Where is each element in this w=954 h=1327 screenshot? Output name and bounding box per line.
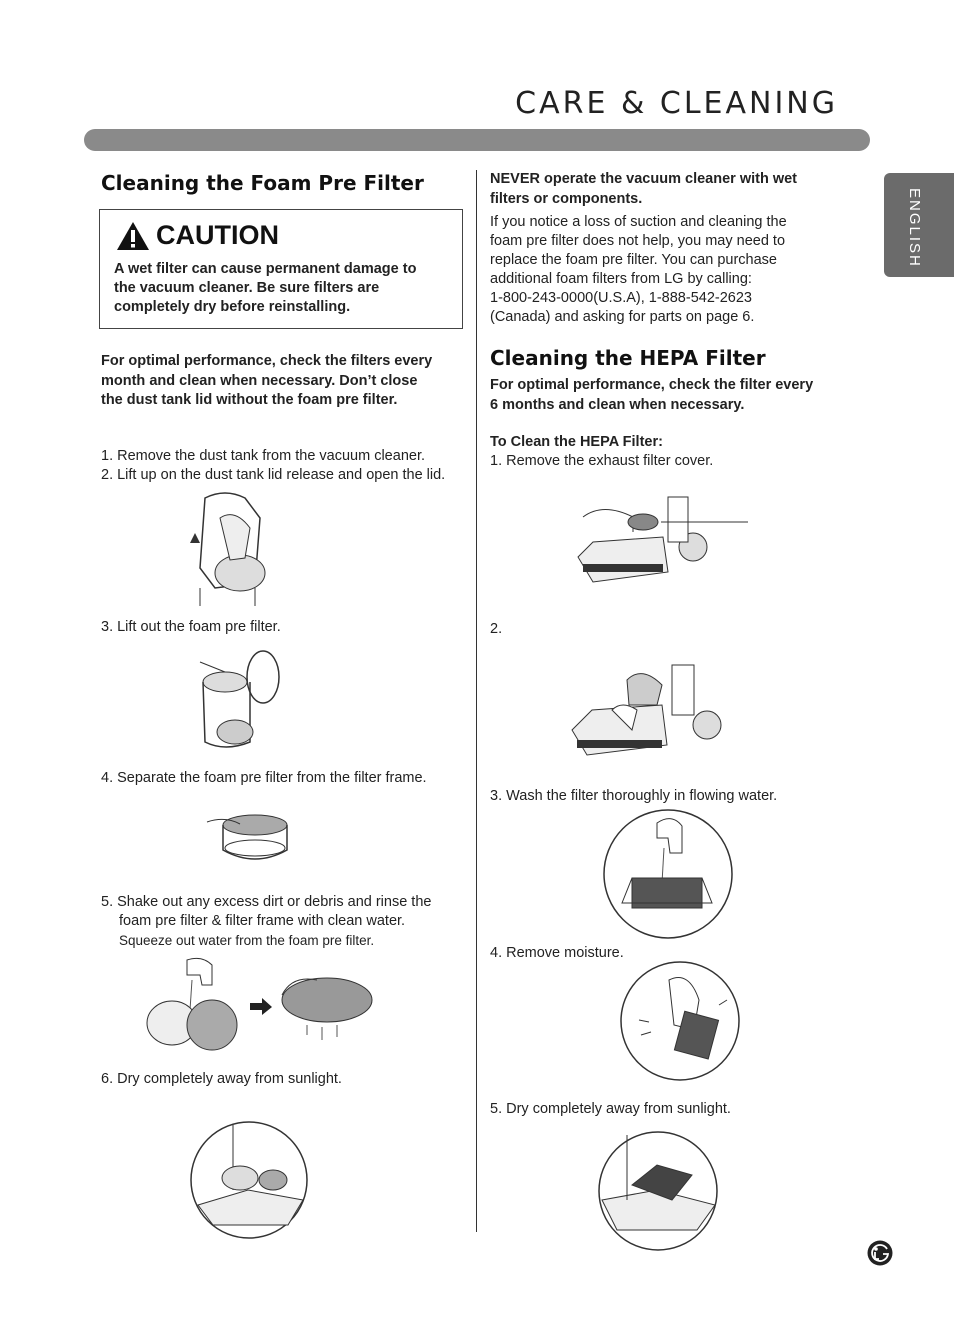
left-step-3: 3. Lift out the foam pre filter. bbox=[101, 619, 281, 635]
remove-hepa-illustration bbox=[567, 660, 727, 770]
language-tab bbox=[884, 173, 954, 277]
right-step-4: 4. Remove moisture. bbox=[490, 945, 624, 961]
left-step-5-cont: foam pre filter & filter frame with clean water. bbox=[119, 913, 406, 929]
column-divider bbox=[476, 170, 477, 1232]
right-step-1: 1. Remove the exhaust filter cover. bbox=[490, 453, 714, 469]
caution-title: CAUTION bbox=[156, 220, 279, 250]
right-step-2: 2. bbox=[490, 621, 503, 637]
left-step-5-cont: Squeeze out water from the foam pre filter. bbox=[119, 933, 375, 948]
caution-text bbox=[114, 260, 454, 317]
left-step-6: 6. Dry completely away from sunlight. bbox=[101, 1071, 342, 1087]
caution-line: A wet filter can cause permanent damage to bbox=[114, 261, 417, 277]
right-step-5: 5. Dry completely away from sunlight. bbox=[490, 1101, 731, 1117]
intro-line: the dust tank lid without the foam pre filter. bbox=[101, 392, 398, 408]
caution-line: completely dry before reinstalling. bbox=[114, 299, 351, 315]
lift-filter-illustration bbox=[195, 647, 285, 759]
left-step-5: 5. Shake out any excess dirt or debris and rinse the bbox=[101, 894, 432, 910]
rinse-squeeze-illustration bbox=[142, 955, 382, 1055]
notice-line: If you notice a loss of suction and cleaning the bbox=[490, 214, 787, 230]
header-bar bbox=[84, 129, 870, 151]
language-tab-label: ENGLISH bbox=[906, 188, 923, 268]
hepa-intro bbox=[490, 376, 850, 415]
warning-line: filters or components. bbox=[490, 190, 643, 207]
lg-logo bbox=[867, 1240, 893, 1266]
caution-line: the vacuum cleaner. Be sure filters are bbox=[114, 280, 380, 296]
left-step-2: 2. Lift up on the dust tank lid release and open the lid. bbox=[101, 467, 446, 483]
caution-box bbox=[99, 209, 463, 329]
notice-line: foam pre filter does not help, you may need to bbox=[490, 233, 786, 249]
left-step-1: 1. Remove the dust tank from the vacuum cleaner. bbox=[101, 448, 425, 464]
left-step-4: 4. Separate the foam pre filter from the filter frame. bbox=[101, 770, 427, 786]
dry-hepa-illustration bbox=[597, 1130, 719, 1252]
warning-line: NEVER operate the vacuum cleaner with wet bbox=[490, 171, 798, 187]
notice-line: (Canada) and asking for parts on page 6. bbox=[490, 309, 755, 325]
foam-filter-heading: Cleaning the Foam Pre Filter bbox=[101, 171, 424, 195]
caution-header bbox=[116, 220, 279, 251]
section-title: CARE & CLEANING bbox=[515, 86, 838, 121]
intro-line: For optimal performance, check the filters every bbox=[101, 353, 433, 369]
intro-line: month and clean when necessary. Don’t close bbox=[101, 372, 418, 389]
foam-filter-intro bbox=[101, 352, 471, 411]
notice-line: additional foam filters from LG by calling: bbox=[490, 271, 752, 287]
intro-line: 6 months and clean when necessary. bbox=[490, 396, 745, 413]
dry-foam-filter-illustration bbox=[188, 1120, 310, 1240]
notice-line: 1-800-243-0000(U.S.A), 1-888-542-2623 bbox=[490, 290, 752, 306]
separate-filter-illustration bbox=[205, 810, 291, 870]
intro-line: For optimal performance, check the filter every bbox=[490, 377, 814, 393]
dust-tank-lid-illustration bbox=[185, 488, 275, 608]
hepa-subheading: To Clean the HEPA Filter: bbox=[490, 434, 663, 450]
hepa-filter-heading: Cleaning the HEPA Filter bbox=[490, 346, 766, 370]
wash-hepa-illustration bbox=[602, 808, 734, 940]
remove-moisture-illustration bbox=[619, 960, 741, 1082]
exhaust-cover-illustration bbox=[573, 492, 753, 602]
wet-filter-warning bbox=[490, 170, 850, 209]
right-step-3: 3. Wash the filter thoroughly in flowing water. bbox=[490, 788, 778, 804]
warning-triangle-icon bbox=[116, 221, 150, 251]
suction-notice bbox=[490, 213, 850, 327]
notice-line: replace the foam pre filter. You can purchase bbox=[490, 252, 777, 268]
